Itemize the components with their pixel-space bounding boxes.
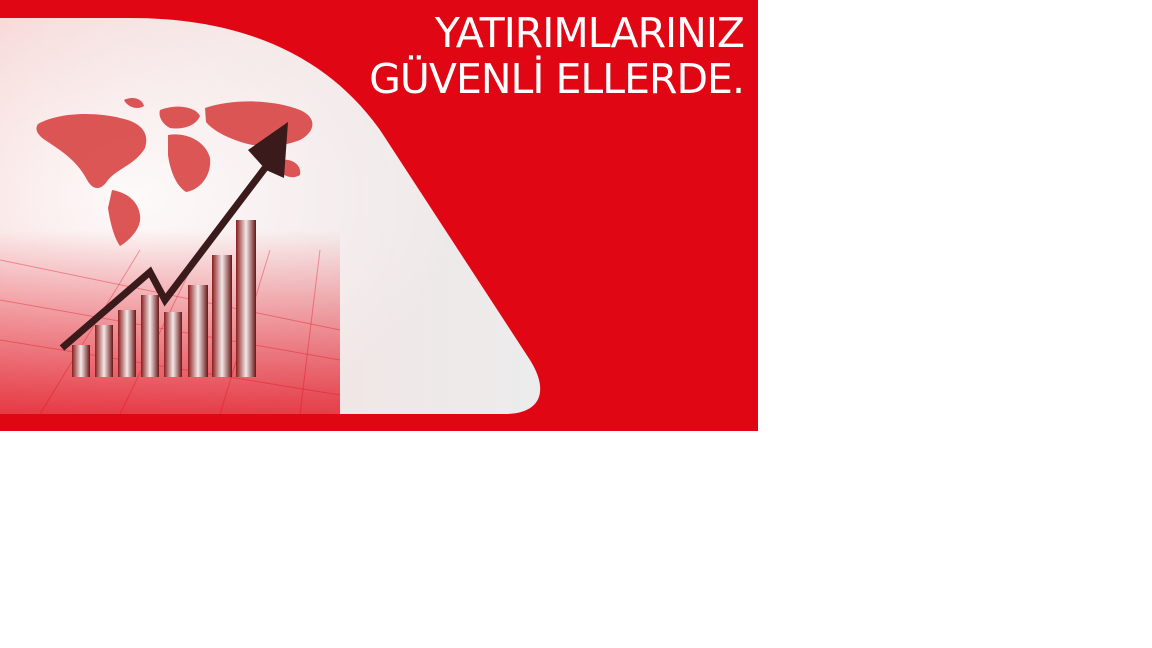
bar (72, 345, 90, 377)
headline-line-1: YATIRIMLARINIZ (434, 9, 744, 57)
bar (141, 295, 159, 377)
bar (164, 312, 182, 377)
bar (95, 325, 113, 377)
banner-headline (369, 10, 744, 102)
headline-line-2: GÜVENLİ ELLERDE. (369, 55, 744, 103)
bar (212, 255, 232, 377)
bar (188, 285, 208, 377)
bar (118, 310, 136, 377)
bar (236, 220, 256, 377)
promo-banner[interactable] (0, 0, 758, 431)
